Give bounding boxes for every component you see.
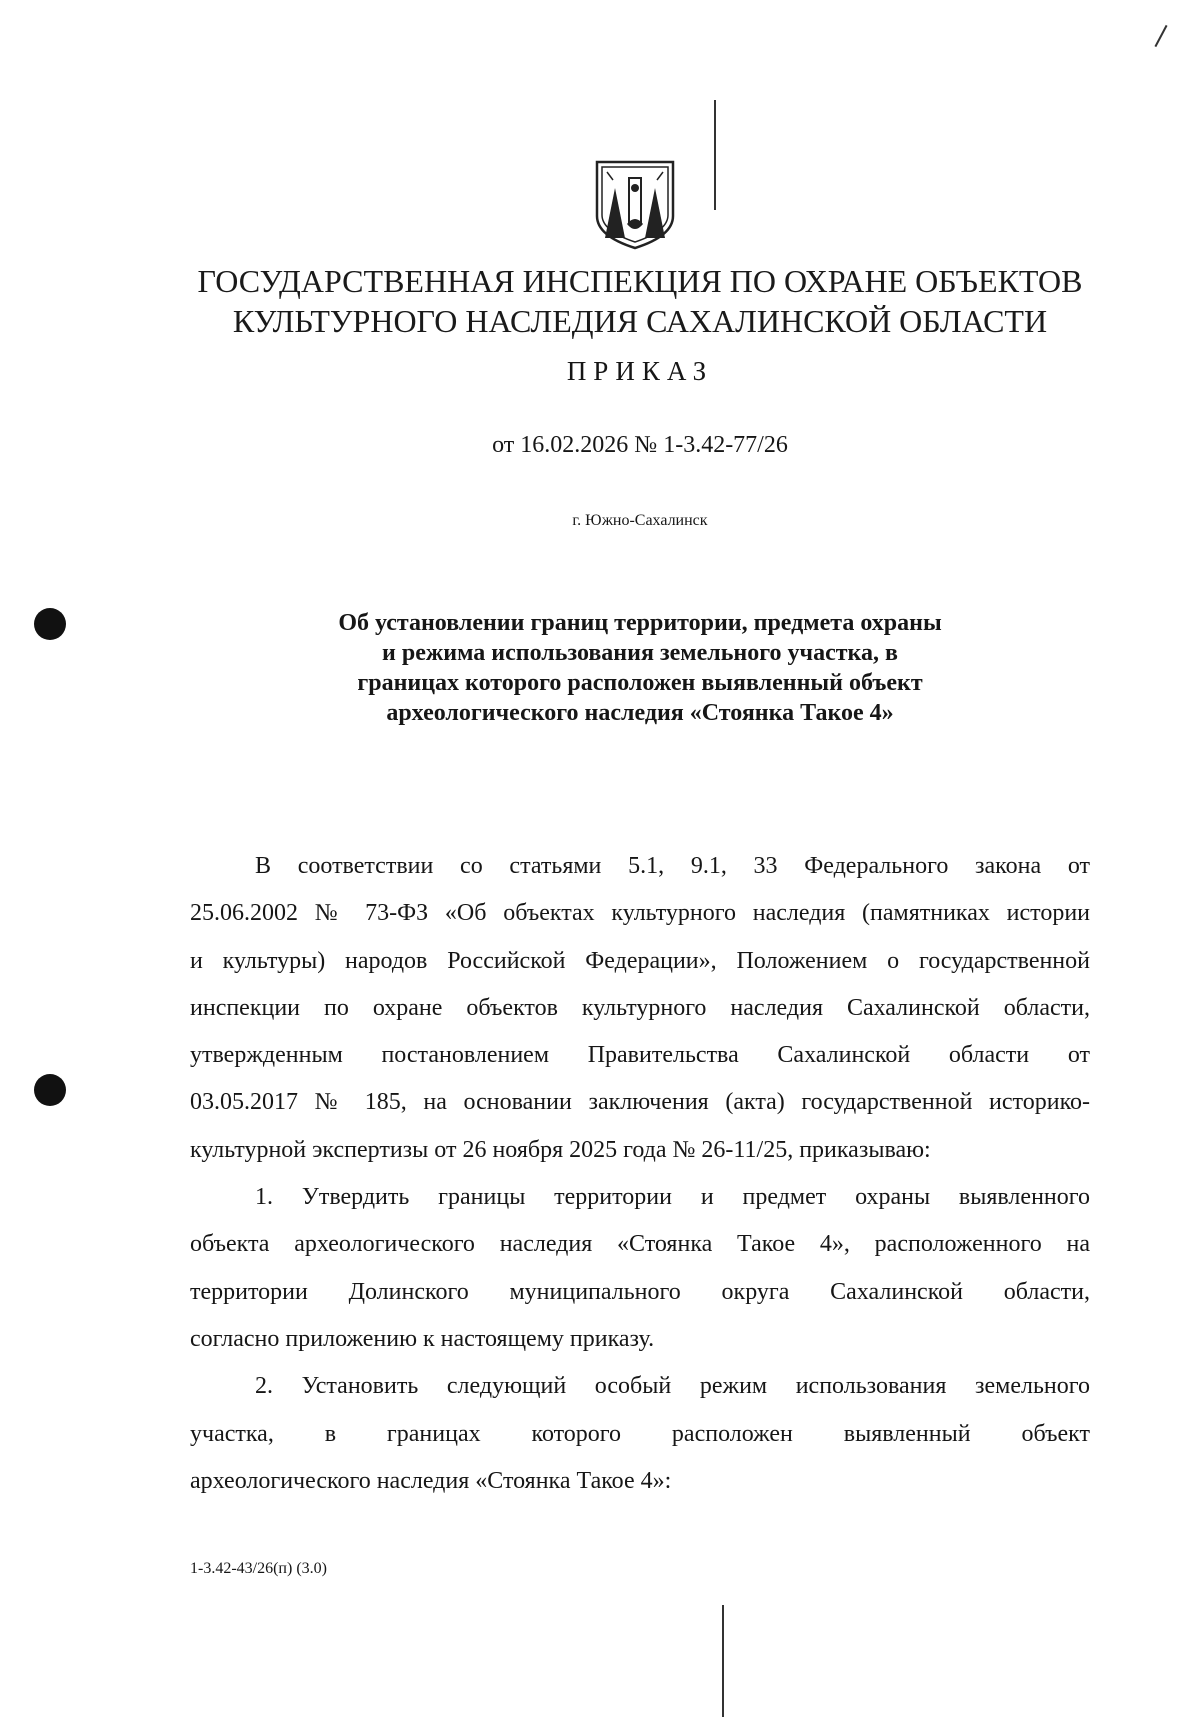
punch-hole-top bbox=[34, 608, 66, 640]
preamble-line: утвержденным постановлением Правительства Сахалинской области от bbox=[190, 1042, 1090, 1069]
preamble-line: В соответствии со статьями 5.1, 9.1, 33 Федерального закона от bbox=[255, 853, 1090, 879]
clause-2-line: археологического наследия «Стоянка Такое 4»: bbox=[190, 1467, 672, 1494]
clause-1-line: 1. Утвердить границы территории и предмет охраны выявленного bbox=[255, 1184, 1090, 1211]
clause-1-line: согласно приложению к настоящему приказу. bbox=[190, 1325, 655, 1352]
punch-hole-bottom bbox=[34, 1074, 66, 1106]
clause-1-line: территории Долинского муниципального округа Сахалинской области, bbox=[190, 1278, 1090, 1305]
preamble-line: 03.05.2017 № 185, на основании заключения (акта) государственной историко- bbox=[190, 1089, 1090, 1116]
preamble-paragraph bbox=[190, 843, 1090, 1174]
subject-line-4: археологического наследия «Стоянка Такое 4» bbox=[386, 700, 894, 726]
preamble-line: инспекции по охране объектов культурного наследия Сахалинской области, bbox=[190, 994, 1090, 1021]
order-body bbox=[190, 843, 1090, 1505]
issue-city: г. Южно-Сахалинск bbox=[572, 512, 708, 529]
document-footer-code: 1-3.42-43/26(п) (3.0) bbox=[190, 1560, 327, 1577]
scan-line-top bbox=[714, 100, 716, 210]
clause-2-line: 2. Установить следующий особый режим использования земельного bbox=[255, 1373, 1090, 1400]
clause-2-line: участка, в границах которого расположен выявленный объект bbox=[190, 1420, 1090, 1447]
preamble-line: 25.06.2002 № 73-ФЗ «Об объектах культурного наследия (памятниках истории bbox=[190, 900, 1090, 927]
agency-name bbox=[100, 261, 1180, 341]
document-number: от 16.02.2026 № 1-3.42-77/26 bbox=[492, 432, 788, 458]
clause-1-line: объекта археологического наследия «Стоянка Такое 4», расположенного на bbox=[190, 1231, 1090, 1258]
preamble-line: культурной экспертизы от 26 ноября 2025 года № 26-11/25, приказываю: bbox=[190, 1136, 931, 1163]
scan-slash-mark bbox=[1154, 25, 1167, 47]
subject-line-3: границах которого расположен выявленный объект bbox=[357, 670, 923, 696]
document-type: ПРИКАЗ bbox=[566, 356, 714, 386]
scan-line-bottom bbox=[722, 1605, 724, 1717]
subject-line-1: Об установлении границ территории, предмета охраны bbox=[338, 610, 942, 636]
preamble-line: и культуры) народов Российской Федерации», Положением о государственной bbox=[190, 947, 1090, 974]
agency-name-line-1: ГОСУДАРСТВЕННАЯ ИНСПЕКЦИЯ ПО ОХРАНЕ ОБЪЕКТОВ bbox=[197, 263, 1083, 299]
sakhalin-coat-of-arms-icon bbox=[593, 158, 677, 250]
clause-2-paragraph bbox=[190, 1363, 1090, 1505]
order-subject bbox=[240, 608, 1040, 728]
agency-name-line-2: КУЛЬТУРНОГО НАСЛЕДИЯ САХАЛИНСКОЙ ОБЛАСТИ bbox=[232, 303, 1048, 339]
subject-line-2: и режима использования земельного участка, в bbox=[382, 640, 898, 666]
clause-1-paragraph bbox=[190, 1174, 1090, 1363]
